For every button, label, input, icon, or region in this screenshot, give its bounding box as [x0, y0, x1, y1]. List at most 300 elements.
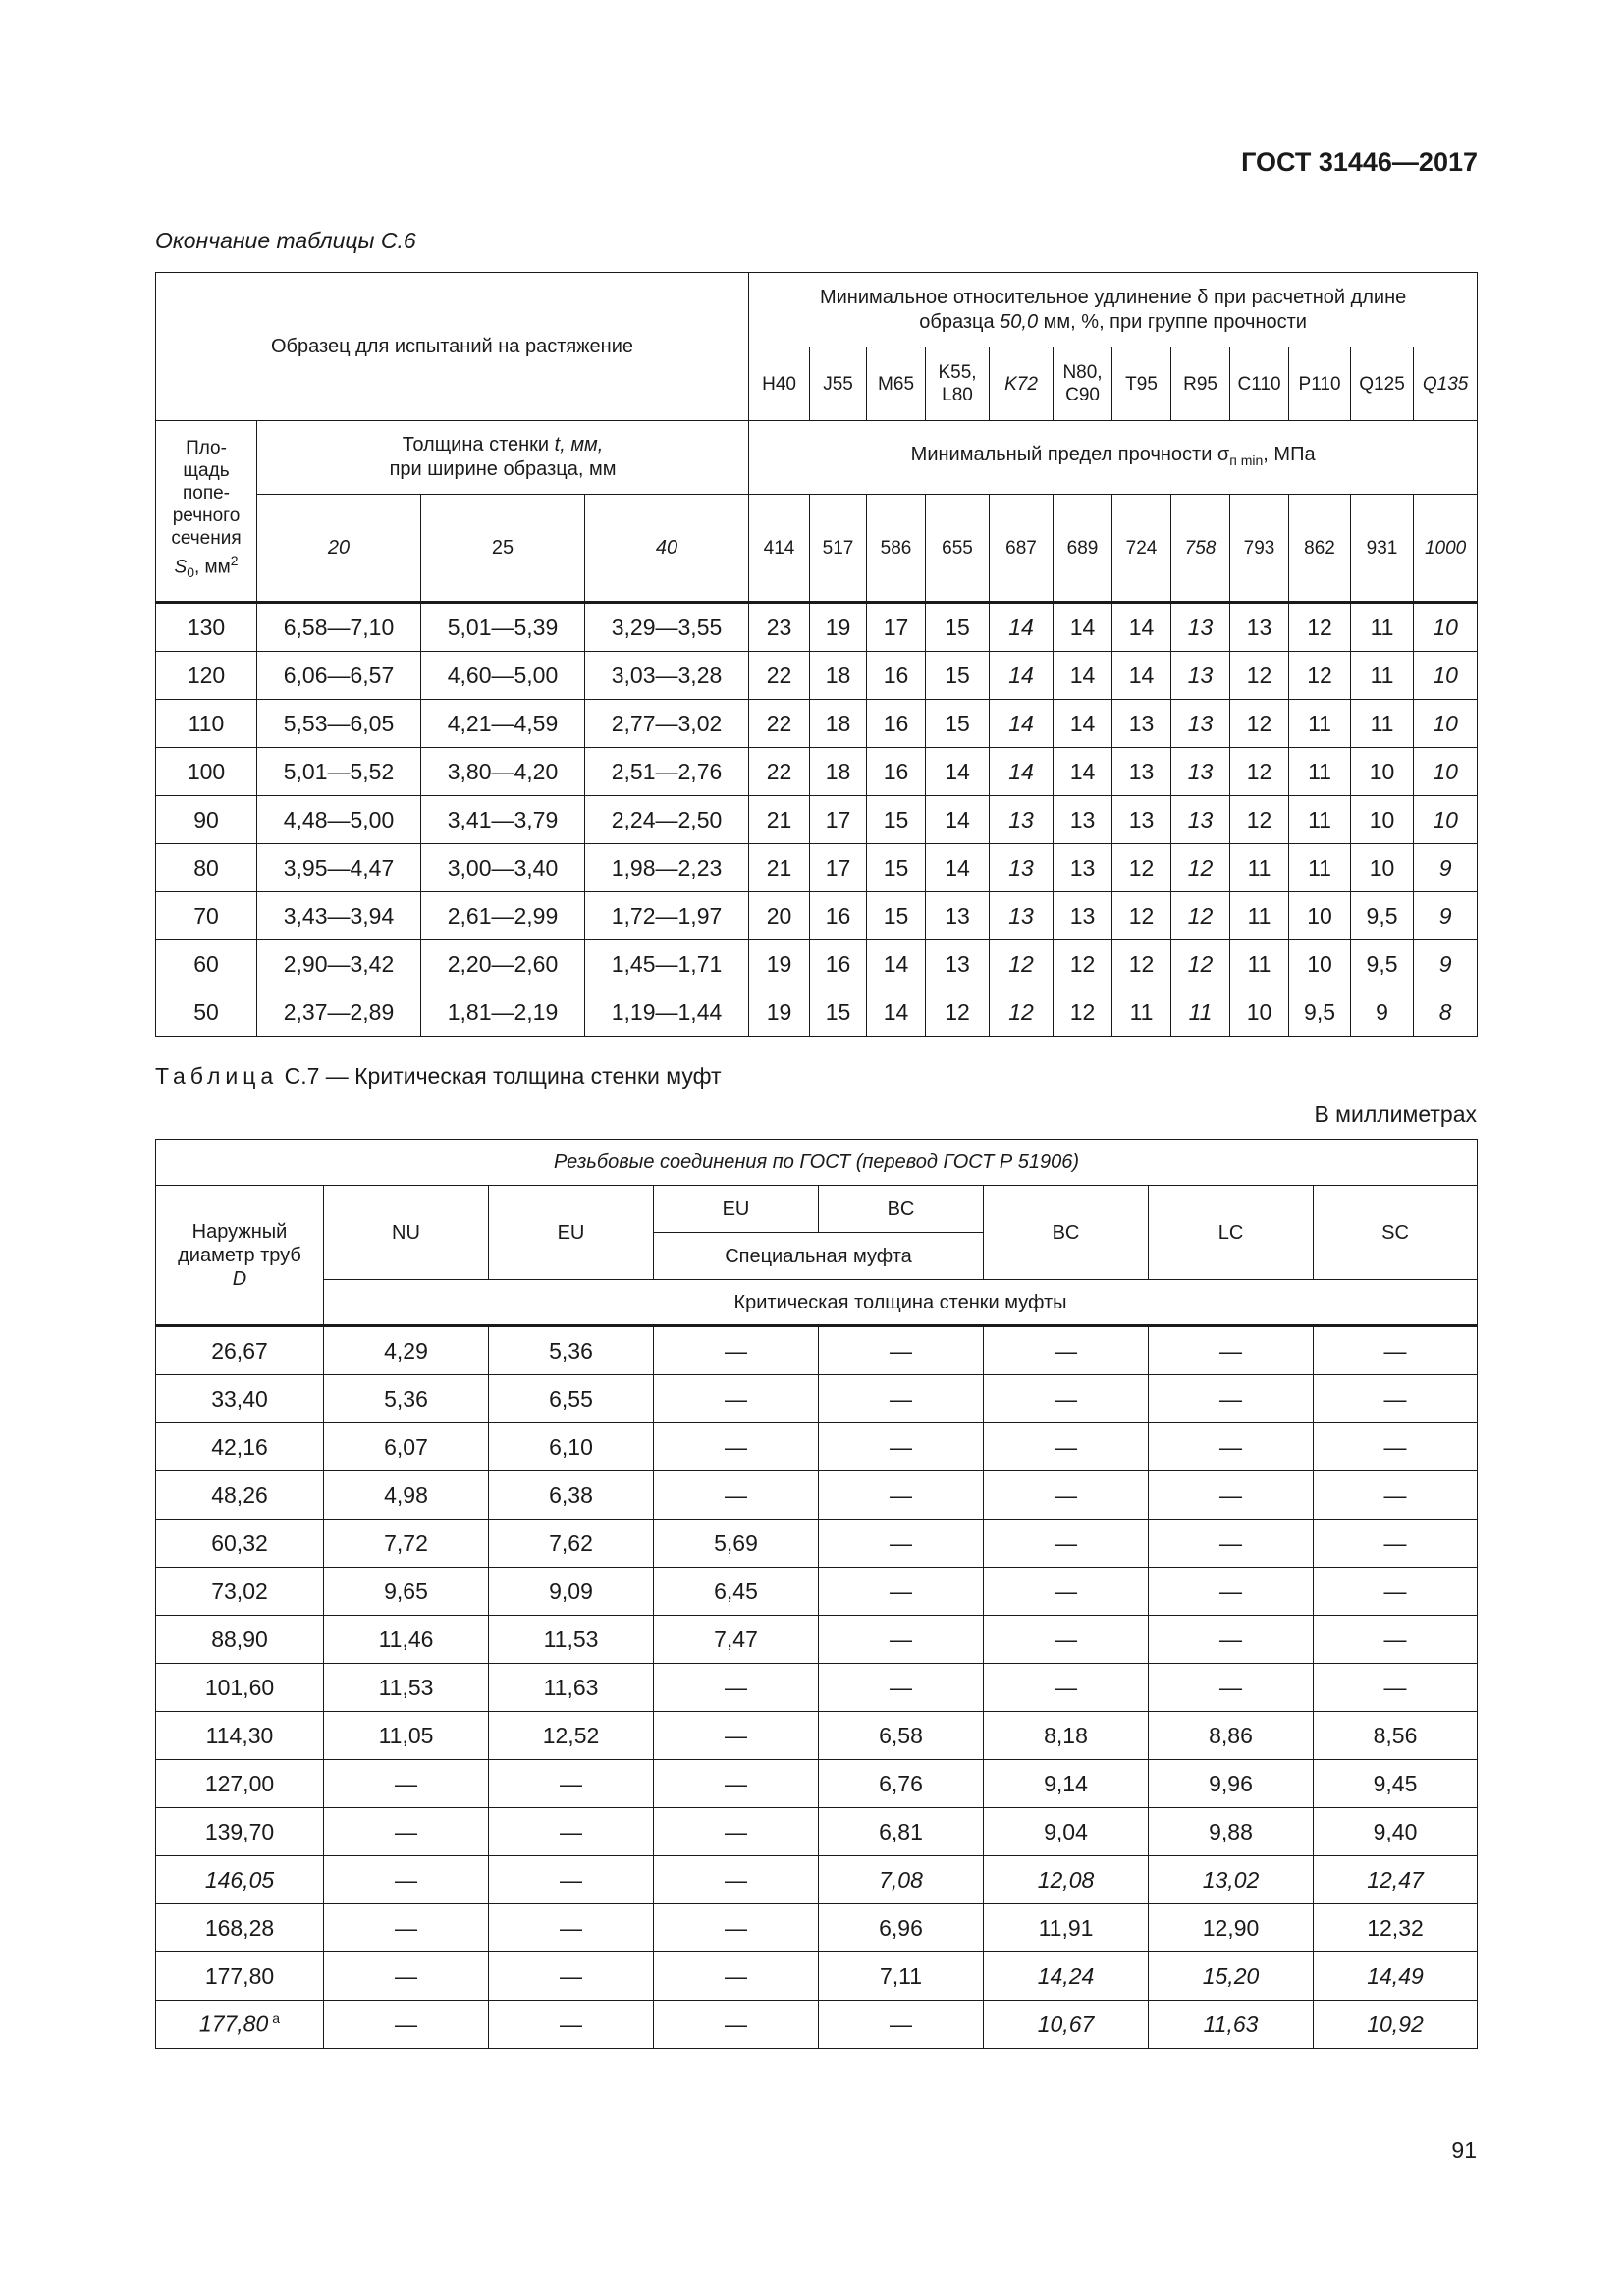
- elongation-cell: 16: [810, 892, 867, 940]
- thickness-cell: —: [1314, 1326, 1478, 1375]
- thickness-cell: 9,96: [1149, 1760, 1314, 1808]
- thickness-cell: 14,24: [984, 1952, 1149, 2001]
- elongation-cell: 12: [1230, 796, 1289, 844]
- thickness-40-cell: 2,51—2,76: [585, 748, 749, 796]
- thickness-40-cell: 1,45—1,71: [585, 940, 749, 988]
- thickness-cell: 12,08: [984, 1856, 1149, 1904]
- elongation-cell: 22: [749, 700, 810, 748]
- thickness-25-cell: 5,01—5,39: [421, 603, 585, 652]
- area-cell: 60: [156, 940, 257, 988]
- elongation-cell: 12: [1112, 892, 1171, 940]
- col-sc: SC: [1314, 1186, 1478, 1280]
- table-row: [156, 1760, 1478, 1808]
- elongation-cell: 15: [867, 796, 926, 844]
- strength-414: 414: [749, 495, 810, 603]
- elongation-cell: 17: [867, 603, 926, 652]
- elongation-cell: 12: [926, 988, 990, 1037]
- thickness-cell: 14,49: [1314, 1952, 1478, 2001]
- area-superscript: 2: [230, 553, 239, 569]
- table-row: [156, 1856, 1478, 1904]
- diameter-value: 88,90: [211, 1626, 268, 1652]
- thickness-cell: —: [654, 1712, 819, 1760]
- page-number: 91: [1451, 2137, 1477, 2163]
- diameter-cell: [156, 1760, 324, 1808]
- thickness-cell: 15,20: [1149, 1952, 1314, 2001]
- elongation-cell: 17: [810, 844, 867, 892]
- grade-m65: M65: [867, 347, 926, 421]
- strength-931: 931: [1351, 495, 1414, 603]
- table-c7-caption-prefix: Таблица: [155, 1063, 279, 1089]
- elongation-cell: 12: [990, 940, 1054, 988]
- diameter-cell: [156, 1808, 324, 1856]
- elongation-cell: 12: [1171, 844, 1230, 892]
- elongation-cell: 12: [1230, 652, 1289, 700]
- thickness-cell: 6,55: [489, 1375, 654, 1423]
- thickness-cell: 7,72: [324, 1520, 489, 1568]
- elongation-cell: 18: [810, 700, 867, 748]
- elongation-cell: 15: [867, 892, 926, 940]
- elongation-cell: 21: [749, 844, 810, 892]
- elongation-cell: 12: [1289, 652, 1351, 700]
- table-row: [156, 1952, 1478, 2001]
- strength-header: [749, 421, 1478, 495]
- table-row: [156, 1616, 1478, 1664]
- thickness-cell: —: [489, 1760, 654, 1808]
- thickness-cell: —: [1149, 1568, 1314, 1616]
- thickness-cell: —: [1314, 1423, 1478, 1471]
- diameter-symbol: D: [232, 1267, 247, 1290]
- area-header: [156, 421, 257, 603]
- area-symbol: S: [174, 557, 188, 578]
- area-subscript: 0: [187, 564, 194, 581]
- thickness-cell: —: [819, 1375, 984, 1423]
- thickness-cell: —: [324, 1904, 489, 1952]
- thickness-cell: —: [819, 1664, 984, 1712]
- thickness-cell: —: [1314, 1471, 1478, 1520]
- thickness-header: [257, 421, 749, 495]
- elongation-cell: 10: [1414, 748, 1478, 796]
- thickness-cell: —: [654, 1471, 819, 1520]
- table-c7-units: В миллиметрах: [1314, 1101, 1477, 1127]
- area-label: Пло- щадь попе- речного сечения: [171, 438, 242, 550]
- thickness-cell: —: [984, 1471, 1149, 1520]
- gauge-length: 50,0: [1000, 310, 1039, 333]
- elongation-cell: 11: [1289, 700, 1351, 748]
- table-c6-caption: Окончание таблицы С.6: [155, 228, 416, 253]
- thickness-20-cell: 5,01—5,52: [257, 748, 421, 796]
- thickness-cell: 9,14: [984, 1760, 1149, 1808]
- thickness-cell: —: [984, 1520, 1149, 1568]
- elongation-cell: 16: [810, 940, 867, 988]
- thickness-20-cell: 6,58—7,10: [257, 603, 421, 652]
- elongation-cell: 13: [990, 796, 1054, 844]
- thickness-cell: —: [654, 1664, 819, 1712]
- thickness-40-cell: 2,24—2,50: [585, 796, 749, 844]
- elongation-cell: 13: [1112, 796, 1171, 844]
- thickness-cell: 9,45: [1314, 1760, 1478, 1808]
- thickness-cell: —: [324, 2001, 489, 2049]
- thickness-20-cell: 3,43—3,94: [257, 892, 421, 940]
- elongation-cell: 13: [1171, 796, 1230, 844]
- thickness-cell: 7,62: [489, 1520, 654, 1568]
- elongation-cell: 14: [1112, 652, 1171, 700]
- elongation-cell: 11: [1230, 844, 1289, 892]
- thickness-label-t: t, мм,: [554, 434, 604, 455]
- thickness-cell: 7,11: [819, 1952, 984, 2001]
- thickness-cell: —: [819, 1616, 984, 1664]
- thickness-cell: —: [489, 1856, 654, 1904]
- diameter-value: 33,40: [211, 1385, 268, 1412]
- elongation-cell: 14: [1054, 748, 1112, 796]
- thickness-25-cell: 2,20—2,60: [421, 940, 585, 988]
- strength-655: 655: [926, 495, 990, 603]
- thickness-cell: —: [1314, 1375, 1478, 1423]
- elongation-cell: 11: [1289, 748, 1351, 796]
- specimen-header: Образец для испытаний на растяжение: [156, 273, 749, 421]
- elongation-cell: 14: [990, 652, 1054, 700]
- thickness-cell: 6,07: [324, 1423, 489, 1471]
- thickness-cell: 11,63: [489, 1664, 654, 1712]
- thickness-cell: 11,05: [324, 1712, 489, 1760]
- diameter-cell: [156, 1520, 324, 1568]
- strength-793: 793: [1230, 495, 1289, 603]
- thickness-20-cell: 2,90—3,42: [257, 940, 421, 988]
- elongation-cell: 16: [867, 652, 926, 700]
- elongation-cell: 13: [1112, 748, 1171, 796]
- elongation-cell: 11: [1289, 844, 1351, 892]
- table-c7-caption-rest: С.7 — Критическая толщина стенки муфт: [278, 1063, 722, 1089]
- width-40: 40: [585, 495, 749, 603]
- thickness-20-cell: 4,48—5,00: [257, 796, 421, 844]
- special-coupling-header: Специальная муфта: [654, 1233, 984, 1280]
- elongation-cell: 22: [749, 652, 810, 700]
- elongation-cell: 19: [749, 988, 810, 1037]
- area-cell: 50: [156, 988, 257, 1037]
- diameter-value: 26,67: [211, 1337, 268, 1363]
- thickness-20-cell: 2,37—2,89: [257, 988, 421, 1037]
- thickness-cell: —: [984, 1568, 1149, 1616]
- table-row: [156, 940, 1478, 988]
- elongation-cell: 9: [1414, 844, 1478, 892]
- width-20: 20: [257, 495, 421, 603]
- elongation-cell: 10: [1414, 603, 1478, 652]
- elongation-cell: 13: [1112, 700, 1171, 748]
- critical-thickness-header: Критическая толщина стенки муфты: [324, 1280, 1478, 1326]
- thickness-cell: —: [324, 1952, 489, 2001]
- strength-label-post: , МПа: [1263, 443, 1316, 465]
- thickness-cell: 5,69: [654, 1520, 819, 1568]
- thickness-cell: 6,45: [654, 1568, 819, 1616]
- area-cell: 130: [156, 603, 257, 652]
- thickness-cell: 7,47: [654, 1616, 819, 1664]
- area-cell: 70: [156, 892, 257, 940]
- elongation-cell: 13: [926, 892, 990, 940]
- thickness-label-pre: Толщина стенки: [402, 434, 555, 455]
- thickness-cell: 11,63: [1149, 2001, 1314, 2049]
- elongation-cell: 12: [1230, 700, 1289, 748]
- thickness-cell: —: [819, 1568, 984, 1616]
- col-special-eu: EU: [654, 1186, 819, 1233]
- strength-label-sub: п min: [1229, 452, 1264, 468]
- elongation-cell: 12: [1171, 940, 1230, 988]
- elongation-cell: 21: [749, 796, 810, 844]
- table-row: [156, 603, 1478, 652]
- thickness-cell: —: [984, 1664, 1149, 1712]
- thickness-cell: 8,18: [984, 1712, 1149, 1760]
- thickness-cell: —: [819, 1423, 984, 1471]
- thickness-cell: 9,04: [984, 1808, 1149, 1856]
- col-nu: NU: [324, 1186, 489, 1280]
- document-number: ГОСТ 31446—2017: [1241, 147, 1478, 177]
- strength-586: 586: [867, 495, 926, 603]
- area-cell: 110: [156, 700, 257, 748]
- elongation-cell: 14: [1054, 652, 1112, 700]
- thickness-cell: 6,81: [819, 1808, 984, 1856]
- thickness-cell: —: [819, 2001, 984, 2049]
- diameter-cell: [156, 2001, 324, 2049]
- elongation-cell: 14: [926, 796, 990, 844]
- elongation-cell: 10: [1351, 844, 1414, 892]
- elongation-cell: 9,5: [1351, 892, 1414, 940]
- col-lc: LC: [1149, 1186, 1314, 1280]
- area-cell: 80: [156, 844, 257, 892]
- elongation-cell: 19: [749, 940, 810, 988]
- thickness-25-cell: 3,80—4,20: [421, 748, 585, 796]
- thickness-40-cell: 3,29—3,55: [585, 603, 749, 652]
- thickness-40-cell: 1,19—1,44: [585, 988, 749, 1037]
- thickness-label-line2: при ширине образца, мм: [389, 458, 617, 480]
- table-row: [156, 652, 1478, 700]
- thickness-cell: —: [489, 1808, 654, 1856]
- thickness-cell: —: [654, 1952, 819, 2001]
- threads-header: Резьбовые соединения по ГОСТ (перевод ГОСТ Р 51906): [156, 1140, 1478, 1186]
- elongation-cell: 15: [926, 603, 990, 652]
- thickness-cell: —: [1149, 1326, 1314, 1375]
- thickness-cell: 13,02: [1149, 1856, 1314, 1904]
- strength-862: 862: [1289, 495, 1351, 603]
- col-special-bc: BC: [819, 1186, 984, 1233]
- thickness-cell: —: [819, 1326, 984, 1375]
- thickness-cell: —: [1149, 1616, 1314, 1664]
- diameter-cell: [156, 1616, 324, 1664]
- diameter-value: 168,28: [204, 1914, 275, 1941]
- table-row: [156, 892, 1478, 940]
- diameter-value: 146,05: [204, 1866, 275, 1893]
- table-row: [156, 1471, 1478, 1520]
- area-cell: 120: [156, 652, 257, 700]
- diameter-value: 127,00: [204, 1770, 275, 1796]
- strength-1000: 1000: [1414, 495, 1478, 603]
- table-row: [156, 1326, 1478, 1375]
- table-row: [156, 1904, 1478, 1952]
- thickness-20-cell: 6,06—6,57: [257, 652, 421, 700]
- elongation-cell: 20: [749, 892, 810, 940]
- elongation-cell: 11: [1230, 940, 1289, 988]
- diameter-cell: [156, 1568, 324, 1616]
- elongation-cell: 12: [1054, 988, 1112, 1037]
- table-row: [156, 988, 1478, 1037]
- elongation-cell: 22: [749, 748, 810, 796]
- thickness-cell: —: [1149, 1423, 1314, 1471]
- elongation-cell: 11: [1112, 988, 1171, 1037]
- elongation-cell: 12: [1054, 940, 1112, 988]
- thickness-cell: —: [1149, 1375, 1314, 1423]
- thickness-cell: 12,52: [489, 1712, 654, 1760]
- table-row: [156, 1664, 1478, 1712]
- elongation-cell: 12: [1230, 748, 1289, 796]
- elongation-cell: 17: [810, 796, 867, 844]
- strength-724: 724: [1112, 495, 1171, 603]
- elongation-cell: 13: [926, 940, 990, 988]
- elongation-cell: 11: [1351, 652, 1414, 700]
- elongation-cell: 14: [926, 748, 990, 796]
- diameter-cell: [156, 1664, 324, 1712]
- elongation-cell: 13: [1171, 652, 1230, 700]
- thickness-cell: —: [1314, 1568, 1478, 1616]
- thickness-25-cell: 2,61—2,99: [421, 892, 585, 940]
- thickness-cell: —: [489, 1952, 654, 2001]
- elongation-cell: 10: [1351, 748, 1414, 796]
- thickness-cell: —: [324, 1760, 489, 1808]
- thickness-40-cell: 1,98—2,23: [585, 844, 749, 892]
- diameter-value: 177,80: [198, 2010, 269, 2037]
- elongation-cell: 15: [926, 700, 990, 748]
- diameter-value: 177,80: [204, 1962, 275, 1989]
- thickness-cell: 6,96: [819, 1904, 984, 1952]
- thickness-cell: —: [654, 1326, 819, 1375]
- thickness-cell: 12,47: [1314, 1856, 1478, 1904]
- table-c7-caption: [155, 1063, 722, 1090]
- strength-label-pre: Минимальный предел прочности σ: [910, 443, 1230, 465]
- elongation-cell: 15: [810, 988, 867, 1037]
- thickness-cell: —: [1314, 1520, 1478, 1568]
- table-row: [156, 1375, 1478, 1423]
- table-c6: [155, 272, 1478, 1037]
- elongation-cell: 12: [1112, 844, 1171, 892]
- elongation-cell: 13: [1054, 844, 1112, 892]
- elongation-cell: 15: [926, 652, 990, 700]
- elongation-cell: 13: [1054, 892, 1112, 940]
- thickness-25-cell: 1,81—2,19: [421, 988, 585, 1037]
- elongation-cell: 10: [1414, 796, 1478, 844]
- diameter-cell: [156, 1471, 324, 1520]
- diameter-value: 48,26: [211, 1481, 268, 1508]
- diameter-header: [156, 1186, 324, 1326]
- grade-r95: R95: [1171, 347, 1230, 421]
- thickness-cell: 6,38: [489, 1471, 654, 1520]
- elongation-cell: 13: [990, 844, 1054, 892]
- area-cell: 100: [156, 748, 257, 796]
- elongation-cell: 11: [1289, 796, 1351, 844]
- elongation-cell: 14: [867, 940, 926, 988]
- col-eu: EU: [489, 1186, 654, 1280]
- table-row: [156, 1568, 1478, 1616]
- elongation-cell: 13: [1171, 700, 1230, 748]
- table-c7: [155, 1139, 1478, 2049]
- diameter-value: 42,16: [211, 1433, 268, 1460]
- thickness-cell: —: [1149, 1520, 1314, 1568]
- thickness-cell: —: [984, 1326, 1149, 1375]
- thickness-cell: 11,91: [984, 1904, 1149, 1952]
- table-row: [156, 1712, 1478, 1760]
- thickness-cell: 4,98: [324, 1471, 489, 1520]
- elongation-cell: 9: [1351, 988, 1414, 1037]
- elongation-cell: 13: [1171, 748, 1230, 796]
- thickness-cell: —: [1149, 1471, 1314, 1520]
- area-unit: , мм: [194, 557, 231, 578]
- thickness-cell: —: [984, 1375, 1149, 1423]
- table-row: [156, 748, 1478, 796]
- thickness-cell: 12,32: [1314, 1904, 1478, 1952]
- thickness-cell: 9,65: [324, 1568, 489, 1616]
- elongation-cell: 14: [1112, 603, 1171, 652]
- elongation-cell: 10: [1289, 940, 1351, 988]
- thickness-cell: 7,08: [819, 1856, 984, 1904]
- thickness-cell: —: [654, 1856, 819, 1904]
- table-row: [156, 1808, 1478, 1856]
- elongation-cell: 16: [867, 748, 926, 796]
- elongation-cell: 11: [1351, 603, 1414, 652]
- thickness-cell: 9,09: [489, 1568, 654, 1616]
- elongation-cell: 10: [1351, 796, 1414, 844]
- thickness-cell: —: [324, 1856, 489, 1904]
- thickness-cell: 11,53: [489, 1616, 654, 1664]
- thickness-cell: —: [654, 2001, 819, 2049]
- thickness-25-cell: 4,60—5,00: [421, 652, 585, 700]
- elongation-header: [749, 273, 1478, 347]
- elongation-cell: 16: [867, 700, 926, 748]
- thickness-cell: 6,10: [489, 1423, 654, 1471]
- grade-h40: H40: [749, 347, 810, 421]
- col-bc: BC: [984, 1186, 1149, 1280]
- grade-k72: K72: [990, 347, 1054, 421]
- grade-q135: Q135: [1414, 347, 1478, 421]
- diameter-cell: [156, 1375, 324, 1423]
- elongation-cell: 10: [1230, 988, 1289, 1037]
- grade-p110: P110: [1289, 347, 1351, 421]
- thickness-cell: —: [984, 1616, 1149, 1664]
- elongation-header-line1: Минимальное относительное удлинение δ при расчетной длине: [819, 286, 1407, 308]
- table-row: [156, 1423, 1478, 1471]
- grade-k55-l80: K55, L80: [926, 347, 990, 421]
- thickness-cell: 6,76: [819, 1760, 984, 1808]
- thickness-cell: —: [819, 1471, 984, 1520]
- elongation-cell: 10: [1414, 652, 1478, 700]
- thickness-cell: —: [654, 1760, 819, 1808]
- elongation-cell: 12: [1289, 603, 1351, 652]
- thickness-25-cell: 3,00—3,40: [421, 844, 585, 892]
- diameter-label: Наружный диаметр труб: [178, 1220, 301, 1266]
- elongation-cell: 9,5: [1351, 940, 1414, 988]
- thickness-40-cell: 1,72—1,97: [585, 892, 749, 940]
- thickness-cell: 10,67: [984, 2001, 1149, 2049]
- thickness-cell: 4,29: [324, 1326, 489, 1375]
- diameter-value: 73,02: [211, 1577, 268, 1604]
- elongation-cell: 8: [1414, 988, 1478, 1037]
- elongation-cell: 19: [810, 603, 867, 652]
- elongation-cell: 23: [749, 603, 810, 652]
- strength-517: 517: [810, 495, 867, 603]
- strength-687: 687: [990, 495, 1054, 603]
- elongation-cell: 13: [1054, 796, 1112, 844]
- thickness-25-cell: 4,21—4,59: [421, 700, 585, 748]
- elongation-cell: 14: [926, 844, 990, 892]
- grade-c110: C110: [1230, 347, 1289, 421]
- thickness-cell: —: [654, 1423, 819, 1471]
- thickness-40-cell: 3,03—3,28: [585, 652, 749, 700]
- table-row: [156, 844, 1478, 892]
- elongation-cell: 13: [990, 892, 1054, 940]
